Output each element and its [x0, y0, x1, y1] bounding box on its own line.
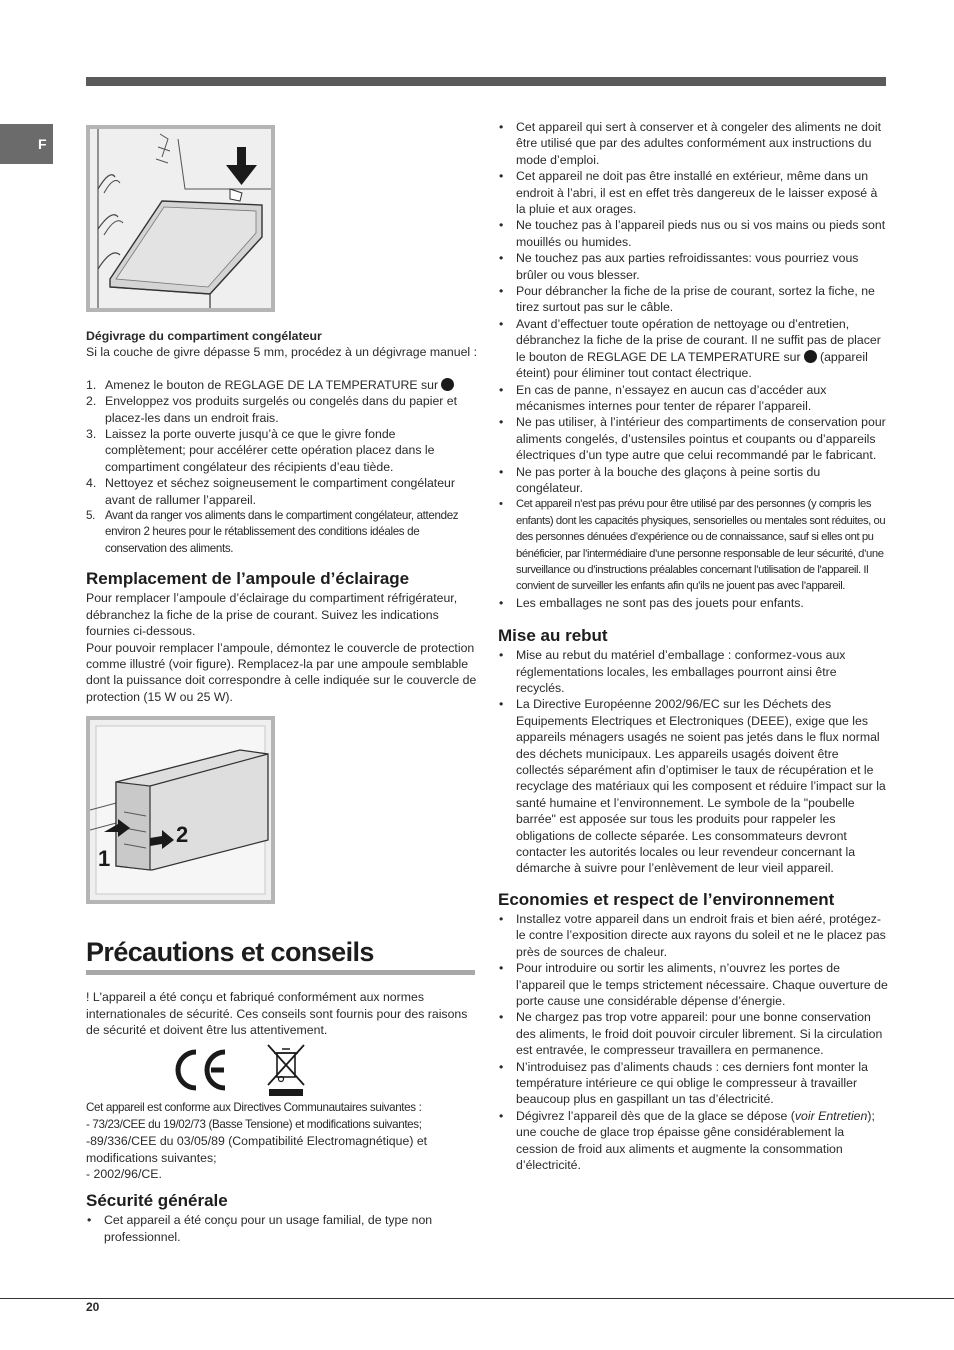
- freezer-illustration: [90, 129, 271, 308]
- compliance-line-2: - 73/23/CEE du 19/02/73 (Basse Tensione) et modifications suivantes;: [86, 1117, 422, 1131]
- precautions-title: Précautions et conseils: [86, 937, 374, 968]
- defrost-tip-text-cont: ); une couche de glace trop épaisse gêne considérablement la cession de froid aux aliments et augmente la consommation d’électricité.: [516, 1108, 875, 1172]
- defrost-title: Dégivrage du compartiment congélateur: [86, 329, 322, 343]
- defrost-steps: [86, 377, 478, 557]
- step-number: 1.: [86, 377, 97, 392]
- page-number: 20: [86, 1300, 100, 1314]
- securite-list: [86, 1212, 478, 1245]
- language-tab: [0, 124, 53, 164]
- list-item: [86, 393, 478, 426]
- rebut-title: Mise au rebut: [498, 626, 608, 646]
- right-column: [498, 119, 888, 1173]
- maintenance-text: Avant d’effectuer toute opération de nettoyage ou d’entretien, débranchez la fiche de la prise de courant. Il ne suffit pas de placer le bouton de REGLAGE DE LA TEMPERATURE sur: [516, 316, 881, 364]
- list-item: • Installez votre appareil dans un endroit frais et bien aéré, protégez-le contre l’exposition directe aux rayons du soleil et ne le placez pas près de sources de chaleur.: [498, 911, 888, 960]
- language-tab-label: F: [38, 136, 47, 152]
- list-item: [86, 475, 478, 508]
- lamp-title: Remplacement de l’ampoule d’éclairage: [86, 569, 410, 589]
- compliance-line-4: - 2002/96/CE.: [86, 1166, 162, 1181]
- maintenance-reference: voir Entretien: [794, 1108, 868, 1123]
- freezer-defrost-figure: [86, 125, 275, 312]
- list-item: [86, 508, 478, 557]
- eco-title: Economies et respect de l’environnement: [498, 889, 835, 909]
- figure-label-2: 2: [176, 822, 189, 848]
- footer-rule: [0, 1298, 954, 1299]
- list-item: • Ne touchez pas aux parties refroidissantes: vous pourriez vous brûler ou vous blesser.: [498, 250, 888, 283]
- rebut-list: [498, 647, 888, 877]
- ce-mark-icon: [175, 1048, 227, 1092]
- list-item: • Cet appareil n’est pas prévu pour être utilisé par des personnes (y compris les enfants) dont les capacités physiques, sensorielles ou mentales sont réduites, ou des personnes dénuées d’expérience ou de connaissance, sauf si elles ont pu bénéficier, par l’intermédiaire d’une personne responsable de leur sécurité, d’une surveillance ou d’instructions préalables concernant l’utilisation de l’appareil. Il convient de surveiller les enfants afin qu’ils ne jouent pas avec l’appareil.: [498, 496, 888, 594]
- list-item: • N’introduisez pas d’aliments chauds : ces derniers font monter la température intérieure ce qui oblige le compresseur à travailler beaucoup plus en gaspillant un tas d’électricité.: [498, 1059, 888, 1108]
- list-item: [86, 377, 478, 393]
- list-item: • Ne touchez pas à l’appareil pieds nus ou si vos mains ou pieds sont mouillés ou humides.: [498, 217, 888, 250]
- off-position-icon: [441, 378, 454, 391]
- list-item: • Ne pas porter à la bouche des glaçons à peine sortis du congélateur.: [498, 464, 888, 497]
- step-text: Laissez la porte ouverte jusqu’à ce que le givre fonde complètement; pour accélérer cette opération placez dans le compartiment congélateur des récipients d’eau tiède.: [105, 427, 435, 474]
- compliance-line-1: Cet appareil est conforme aux Directives Communautaires suivantes :: [86, 1101, 422, 1115]
- list-item: • En cas de panne, n’essayez en aucun cas d’accéder aux mécanismes internes pour tenter de réparer l’appareil.: [498, 382, 888, 415]
- step-text: Enveloppez vos produits surgelés ou congelés dans du papier et placez-les dans un endroit frais.: [105, 394, 458, 425]
- list-item: • Les emballages ne sont pas des jouets pour enfants.: [498, 595, 888, 611]
- list-item: [498, 1108, 888, 1174]
- maintenance-text-cont: (appareil éteint) pour éliminer tout contact électrique.: [516, 349, 868, 381]
- figure-label-1: 1: [98, 846, 111, 872]
- off-position-icon: [804, 350, 817, 363]
- step-number: 2.: [86, 394, 97, 409]
- list-item: • Pour débrancher la fiche de la prise de courant, sortez la fiche, ne tirez surtout pas sur le câble.: [498, 283, 888, 316]
- step-number: 5.: [86, 509, 95, 523]
- certification-logos: [86, 1038, 478, 1100]
- compliance-line-3: -89/336/CEE du 03/05/89 (Compatibilité Electromagnétique) et modifications suivantes;: [86, 1134, 428, 1165]
- defrost-tip-text: Dégivrez l’appareil dès que de la glace se dépose (: [516, 1108, 795, 1123]
- lamp-cover-figure: [86, 716, 275, 904]
- list-item: • Ne chargez pas trop votre appareil: pour une bonne conservation des aliments, le froid doit pouvoir circuler librement. Si la circulation est entravée, le compresseur travaillera en permanence.: [498, 1009, 888, 1058]
- list-item: • Pour introduire ou sortir les aliments, n’ouvrez les portes de l’appareil que le temps strictement nécessaire. Chaque ouverture de porte cause une considérable dépense d’énergie.: [498, 960, 888, 1009]
- step-number: 4.: [86, 476, 97, 491]
- step-number: 3.: [86, 427, 97, 442]
- precautions-intro: ! L'appareil a été conçu et fabriqué conformément aux normes internationales de sécurité. Ces conseils sont fournis pour des raisons de sécurité et doivent être lus attentivement.: [86, 990, 468, 1037]
- list-item: • Cet appareil a été conçu pour un usage familial, de type non professionnel.: [86, 1212, 478, 1245]
- safety-list: [498, 119, 888, 611]
- list-item: [86, 426, 478, 475]
- lamp-cover-illustration: [90, 720, 271, 900]
- lamp-paragraph-2: Pour pouvoir remplacer l’ampoule, démontez le couvercle de protection comme illustré (voir figure). Remplacez-la par une ampoule semblable dont la puissance doit correspondre à celle indiquée sur le couvercle de protection (15 W ou 25 W).: [86, 640, 477, 704]
- lamp-paragraph-1: Pour remplacer l’ampoule d’éclairage du compartiment réfrigérateur, débranchez la fiche de la prise de courant. Suivez les indications fournies ci-dessous.: [86, 591, 458, 639]
- crossed-bin-icon: [266, 1043, 306, 1097]
- left-column: [86, 125, 478, 1245]
- eco-list: [498, 911, 888, 1174]
- step-text: Amenez le bouton de REGLAGE DE LA TEMPERATURE sur: [105, 377, 439, 392]
- list-item: • Cet appareil ne doit pas être installé en extérieur, même dans un endroit à l’abri, il est en effet très dangereux de le laisser exposé à la pluie et aux orages.: [498, 168, 888, 217]
- list-item: • Mise au rebut du matériel d’emballage : conformez-vous aux réglementations locales, les emballages pourront ainsi être recyclés.: [498, 647, 888, 696]
- step-text: Avant da ranger vos aliments dans le compartiment congélateur, attendez environ 2 heures pour le rétablissement des conditions idéales de conservation des aliments.: [105, 509, 459, 555]
- step-text: Nettoyez et séchez soigneusement le compartiment congélateur avant de rallumer l’appareil.: [105, 476, 455, 507]
- list-item: • Cet appareil qui sert à conserver et à congeler des aliments ne doit être utilisé que par des adultes conformément aux instructions du mode d’emploi.: [498, 119, 888, 168]
- list-item: • Ne pas utiliser, à l’intérieur des compartiments de conservation pour aliments congelés, d’ustensiles pointus et coupants ou d’appareils électriques d’un type autre que celui recommandé par le fabricant.: [498, 414, 888, 463]
- list-item: [498, 316, 888, 382]
- list-item: • La Directive Européenne 2002/96/EC sur les Déchets des Equipements Electriques et Electroniques (DEEE), exige que les appareils ménagers usagés ne soient pas jetés dans le flux normal des déchets municipaux. Les appareils usagés doivent être collectés séparément afin d’optimiser le taux de récupération et le recyclage des matériaux qui les composent et réduire l’impact sur la santé humaine et l’environnement. Le symbole de la "poubelle barrée" est apposée sur tous les produits pour rappeler les obligations de collecte séparée. Les consommateurs devront contacter les autorités locales ou leur revendeur concernant la démarche à suivre pour l’enlèvement de leur vieil appareil.: [498, 696, 888, 876]
- defrost-intro: Si la couche de givre dépasse 5 mm, procédez à un dégivrage manuel :: [86, 345, 477, 360]
- header-rule: [86, 77, 886, 86]
- securite-title: Sécurité générale: [86, 1191, 228, 1211]
